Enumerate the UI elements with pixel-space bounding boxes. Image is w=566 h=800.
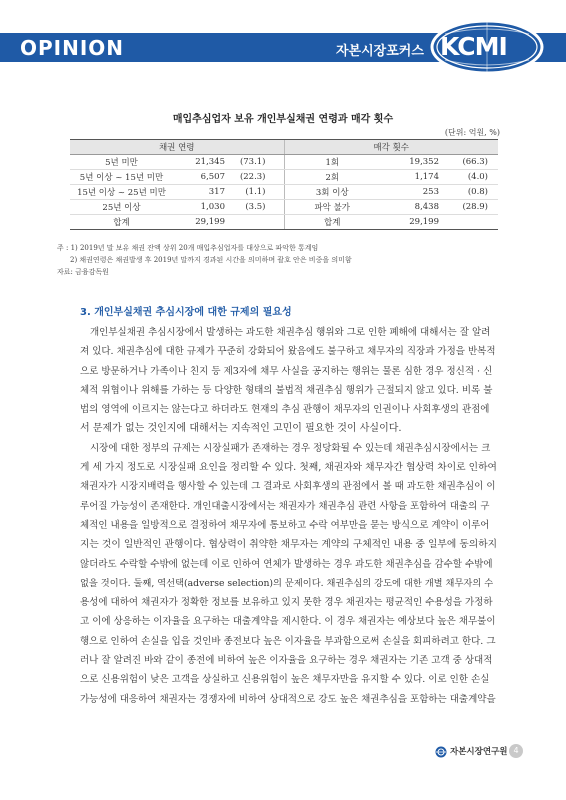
paragraph-line: 으로 신용위험이 낮은 고객을 상실하고 신용위험이 높은 채무자만을 유지할 수 있다. 이로 인한 손실 — [80, 674, 490, 686]
paragraph-line: 개인부실채권 추심시장에서 발생하는 과도한 채권추심 행위와 그로 인한 폐해에 대해서는 잘 알려 — [90, 327, 491, 338]
age-pct: (3.5) — [227, 200, 284, 215]
total-label: 합계 — [284, 215, 380, 230]
paragraph-line: 고 이에 상응하는 이자율을 요구하는 대출계약을 제시한다. 이 경우 채권자는 예상보다 높은 채무불이 — [80, 616, 496, 628]
paragraph-line: 게 세 가지 정도로 시장실패 요인을 정리할 수 있다. 첫째, 채권자와 채무자간 협상력 차이로 인하여 — [80, 462, 497, 474]
age-label: 25년 이상 — [70, 200, 173, 215]
count-amount: 19,352 — [380, 155, 441, 170]
count-pct: (4.0) — [441, 170, 498, 185]
header-bond-age: 채권 연령 — [70, 140, 284, 155]
body-text — [80, 323, 498, 709]
kcmi-emblem-icon — [435, 746, 447, 758]
age-amount: 1,030 — [173, 200, 227, 215]
paragraph-line: 용성에 대하여 채권자가 정확한 정보를 보유하고 있지 못한 경우 채권자는 평균적인 수용성을 가정하 — [80, 597, 493, 609]
table-unit: (단위: 억원, %) — [444, 128, 500, 137]
table-row — [70, 155, 498, 170]
total-age-amount: 29,199 — [173, 215, 227, 230]
source-note: 자료: 금융감독원 — [57, 268, 109, 276]
paragraph-line: 져 있다. 채권추심에 대한 규제가 꾸준히 강화되어 왔음에도 불구하고 채무자의 직장과 가정을 반복적 — [80, 346, 496, 358]
table-total-row — [70, 215, 498, 230]
paragraph-line: 러나 잘 알려진 바와 같이 종전에 비하여 높은 이자율을 요구하는 경우 채권자는 기존 고객 중 상대적 — [80, 655, 493, 667]
age-amount: 6,507 — [173, 170, 227, 185]
age-label: 5년 미만 — [70, 155, 173, 170]
age-label: 5년 이상 ~ 15년 미만 — [70, 170, 173, 185]
paragraph-line: 체적 위협이나 위해를 가하는 등 다양한 형태의 불법적 채권추심 행위가 근절되지 않고 있다. 비록 불 — [80, 384, 493, 396]
publication-name: 자본시장포커스 — [336, 44, 424, 59]
data-table — [70, 139, 498, 230]
age-amount: 317 — [173, 185, 227, 200]
paragraph-line: 으로 방문하거나 가족이나 친지 등 제3자에 채무 사실을 공지하는 행위는 물론 심한 경우 정신적 · 신 — [80, 365, 493, 377]
paragraph-line: 없을 것이다. 둘째, 역선택(adverse selection)의 문제이다. 채권추심의 강도에 대한 개별 채무자의 수 — [80, 577, 494, 589]
table-title: 매입추심업자 보유 개인부실채권 연령과 매각 횟수 — [172, 114, 394, 125]
page-header — [0, 0, 566, 62]
count-label: 3회 이상 — [284, 185, 380, 200]
section-heading: 3. 개인부실채권 추심시장에 대한 규제의 필요성 — [80, 307, 292, 318]
paragraph-line: 서 문제가 없는 것인지에 대해서는 지속적인 고민이 필요한 것이 사실이다. — [80, 423, 402, 435]
table-row — [70, 200, 498, 215]
count-label: 파악 불가 — [284, 200, 380, 215]
note-2: 2) 채권연령은 채권발생 후 2019년 말까지 경과된 시간을 의미하며 괄호 안은 비중을 의미함 — [70, 256, 352, 264]
table-row — [70, 185, 498, 200]
paragraph-line: 지는 것이 일반적인 관행이다. 협상력이 취약한 채무자는 계약의 구체적인 내용 중 일부에 동의하지 — [80, 539, 498, 551]
paragraph-line: 시장에 대한 정부의 규제는 시장실패가 존재하는 경우 정당화될 수 있는데 채권추심시장에서는 크 — [90, 442, 491, 454]
header-sale-count: 매각 횟수 — [284, 140, 498, 155]
table-notes — [57, 242, 352, 278]
table-header-row — [70, 140, 498, 155]
paragraph-line: 채권자가 시장지배력을 행사할 수 있는데 그 결과로 사회후생의 관점에서 볼 때 과도한 채권추심이 이 — [80, 481, 496, 493]
logo-text: KCMI — [440, 32, 507, 61]
table-row — [70, 170, 498, 185]
paragraph-line: 가능성에 대응하여 채권자는 경쟁자에 비하여 상대적으로 강도 높은 채권추심을 포함하는 대출계약을 — [80, 693, 496, 705]
count-amount: 253 — [380, 185, 441, 200]
page-number: 4 — [509, 744, 523, 758]
paragraph-line: 법의 영역에 이르지는 않는다고 하더라도 현재의 추심 관행이 채무자의 인권이나 사회후생의 관점에 — [80, 404, 490, 416]
paragraph-line: 루어질 가능성이 존재한다. 개인대출시장에서는 채권자가 채권추심 관련 사항을 포함하여 대출의 구 — [80, 500, 490, 512]
total-count-amount: 29,199 — [380, 215, 441, 230]
paragraph-line: 행으로 인하여 손실을 입을 것인바 종전보다 높은 이자율을 부과함으로써 손실을 회피하려고 한다. 그 — [80, 635, 496, 647]
section-label: OPINION — [20, 36, 125, 60]
note-1: 주 : 1) 2019년 말 보유 채권 잔액 상위 20개 매입추심업자를 대상으로 파악한 통계임 — [57, 244, 319, 252]
org-name: 자본시장연구원 — [450, 747, 508, 757]
total-label: 합계 — [70, 215, 173, 230]
paragraph-line: 체적인 내용을 일방적으로 결정하여 채무자에 통보하고 수락 여부만을 묻는 방식으로 계약이 이루어 — [80, 519, 490, 531]
count-label: 1회 — [284, 155, 380, 170]
count-pct: (66.3) — [441, 155, 498, 170]
age-pct: (22.3) — [227, 170, 284, 185]
age-amount: 21,345 — [173, 155, 227, 170]
age-pct: (73.1) — [227, 155, 284, 170]
count-label: 2회 — [284, 170, 380, 185]
count-amount: 8,438 — [380, 200, 441, 215]
count-amount: 1,174 — [380, 170, 441, 185]
count-pct: (0.8) — [441, 185, 498, 200]
count-pct: (28.9) — [441, 200, 498, 215]
age-pct: (1.1) — [227, 185, 284, 200]
age-label: 15년 이상 ~ 25년 미만 — [70, 185, 173, 200]
paragraph-line: 않더라도 수락할 수밖에 없는데 이로 인하여 연체가 발생하는 경우 과도한 채권추심을 감수할 수밖에 — [80, 558, 493, 570]
